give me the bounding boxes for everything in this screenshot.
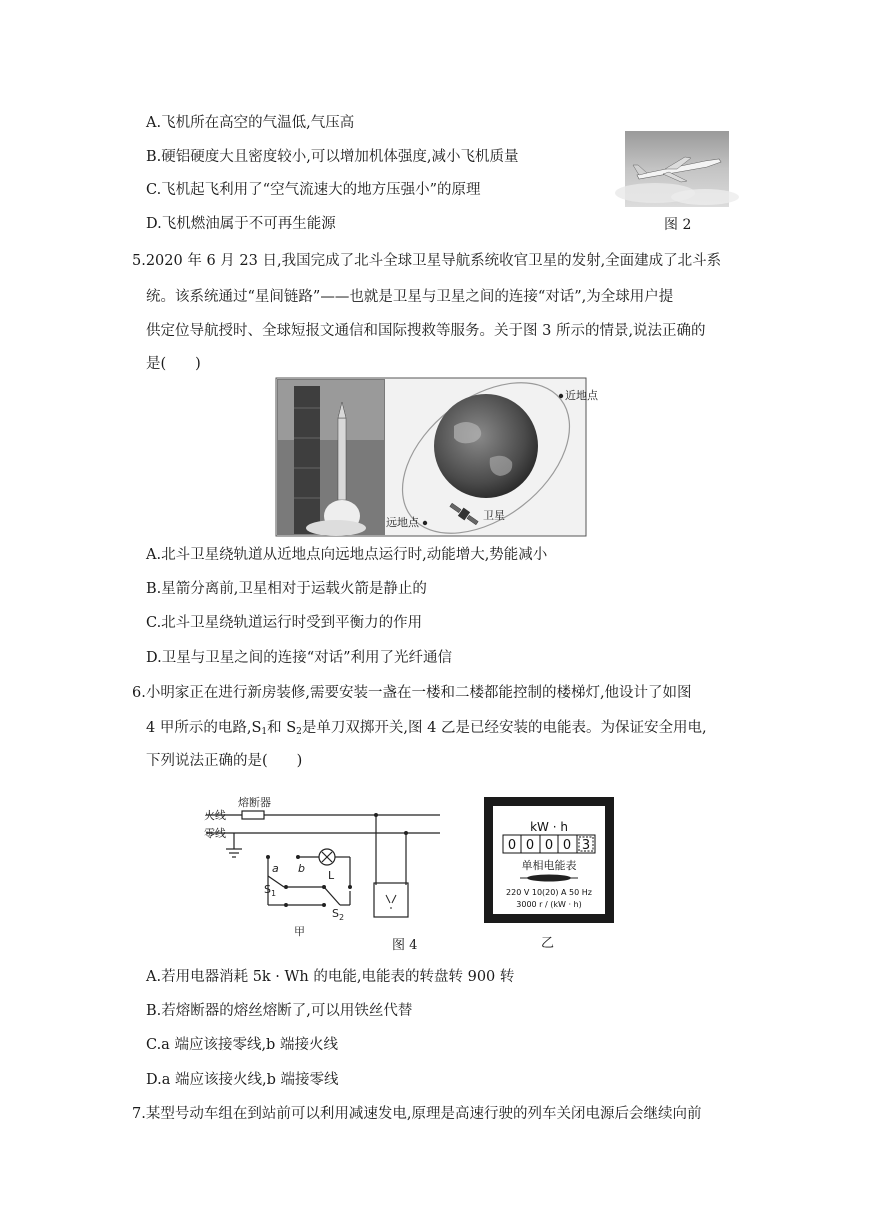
q4-option-b: B.硬铝硬度大且密度较小,可以增加机体强度,减小飞机质量: [146, 149, 519, 165]
perigee-label: 近地点: [565, 389, 598, 402]
q5-option-c: C.北斗卫星绕轨道运行时受到平衡力的作用: [146, 615, 423, 631]
meter-spec-2: 3000 r / (kW · h): [516, 900, 582, 909]
terminal-a-label: a: [272, 862, 279, 875]
q6-stem-line-2: 4 甲所示的电路$,S_1$和 $S_2$是单刀双掷开关,图 4 乙是已经安装的电能表。为保证安全用电,: [146, 720, 707, 737]
q5-option-d: D.卫星与卫星之间的连接“对话”利用了光纤通信: [146, 650, 453, 666]
fuse-label: 熔断器: [238, 796, 271, 809]
q4-option-c: C.飞机起飞利用了“空气流速大的地方压强小”的原理: [146, 182, 481, 198]
satellite-label: 卫星: [483, 509, 505, 522]
neutral-wire-label: 零线: [204, 827, 226, 840]
meter-digit-2: 0: [525, 838, 535, 853]
lamp-label: L: [328, 869, 335, 882]
figure-4-circuit-diagram: [198, 793, 444, 943]
q7-stem-line-1: 7.某型号动车组在到站前可以利用减速发电,原理是高速行驶的列车关闭电源后会继续向前: [132, 1106, 702, 1122]
socket-icon: [386, 895, 396, 909]
q6-option-d: D.a 端应该接火线,b 端接零线: [146, 1072, 339, 1088]
meter-spec-1: 220 V 10(20) A 50 Hz: [506, 888, 592, 897]
q6-option-b: B.若熔断器的熔丝熔断了,可以用铁丝代替: [146, 1003, 413, 1019]
q5-stem-line-4: 是( ): [146, 356, 201, 372]
meter-name: 单相电能表: [521, 859, 577, 872]
q5-stem-line-2: 统。该系统通过“星间链路”——也就是卫星与卫星之间的连接“对话”,为全球用户提: [146, 289, 674, 305]
q4-option-a: A.飞机所在高空的气温低,气压高: [146, 115, 355, 131]
q6-option-c: C.a 端应该接零线,b 端接火线: [146, 1037, 338, 1053]
q6-stem-line-1: 6.小明家正在进行新房装修,需要安装一盏在一楼和二楼都能控制的楼梯灯,他设计了如图: [132, 685, 692, 701]
live-wire-label: 火线: [204, 809, 226, 822]
apogee-label: 远地点: [386, 516, 419, 529]
q5-stem-line-3: 供定位导航授时、全球短报文通信和国际搜救等服务。关于图 3 所示的情景,说法正确的: [146, 323, 706, 339]
q5-option-a: A.北斗卫星绕轨道从近地点向远地点运行时,动能增大,势能减小: [146, 547, 548, 563]
figure-3-satellite-diagram: [276, 378, 598, 536]
meter-digit-3: 0: [544, 838, 554, 853]
meter-digit-1: 0: [507, 838, 517, 853]
q6-option-a: A.若用电器消耗 5k · Wh 的电能,电能表的转盘转 900 转: [146, 969, 515, 985]
terminal-b-label: b: [298, 862, 305, 875]
figure-4-yi-caption: 乙: [541, 936, 555, 951]
figure-2-caption: 图 2: [664, 217, 692, 233]
electricity-meter: [484, 797, 614, 923]
earth-globe: [434, 394, 538, 498]
q5-option-b: B.星箭分离前,卫星相对于运载火箭是静止的: [146, 581, 427, 597]
q5-stem-line-1: 5.2020 年 6 月 23 日,我国完成了北斗全球卫星导航系统收官卫星的发射,全面建成了北斗系: [132, 253, 722, 269]
meter-digit-5: 3: [581, 838, 591, 853]
airplane-photo: [625, 131, 729, 207]
switch-s1-label: $S_1$: [264, 883, 277, 898]
q6-stem-line-3: 下列说法正确的是( ): [146, 753, 303, 769]
meter-digit-4: 0: [562, 838, 572, 853]
switch-s2-label: $S_2$: [332, 907, 345, 922]
meter-unit: kW · h: [530, 820, 568, 834]
figure-4-jia-caption: 甲: [294, 925, 305, 938]
q4-option-d: D.飞机燃油属于不可再生能源: [146, 216, 336, 232]
figure-4-caption: 图 4: [392, 938, 418, 953]
